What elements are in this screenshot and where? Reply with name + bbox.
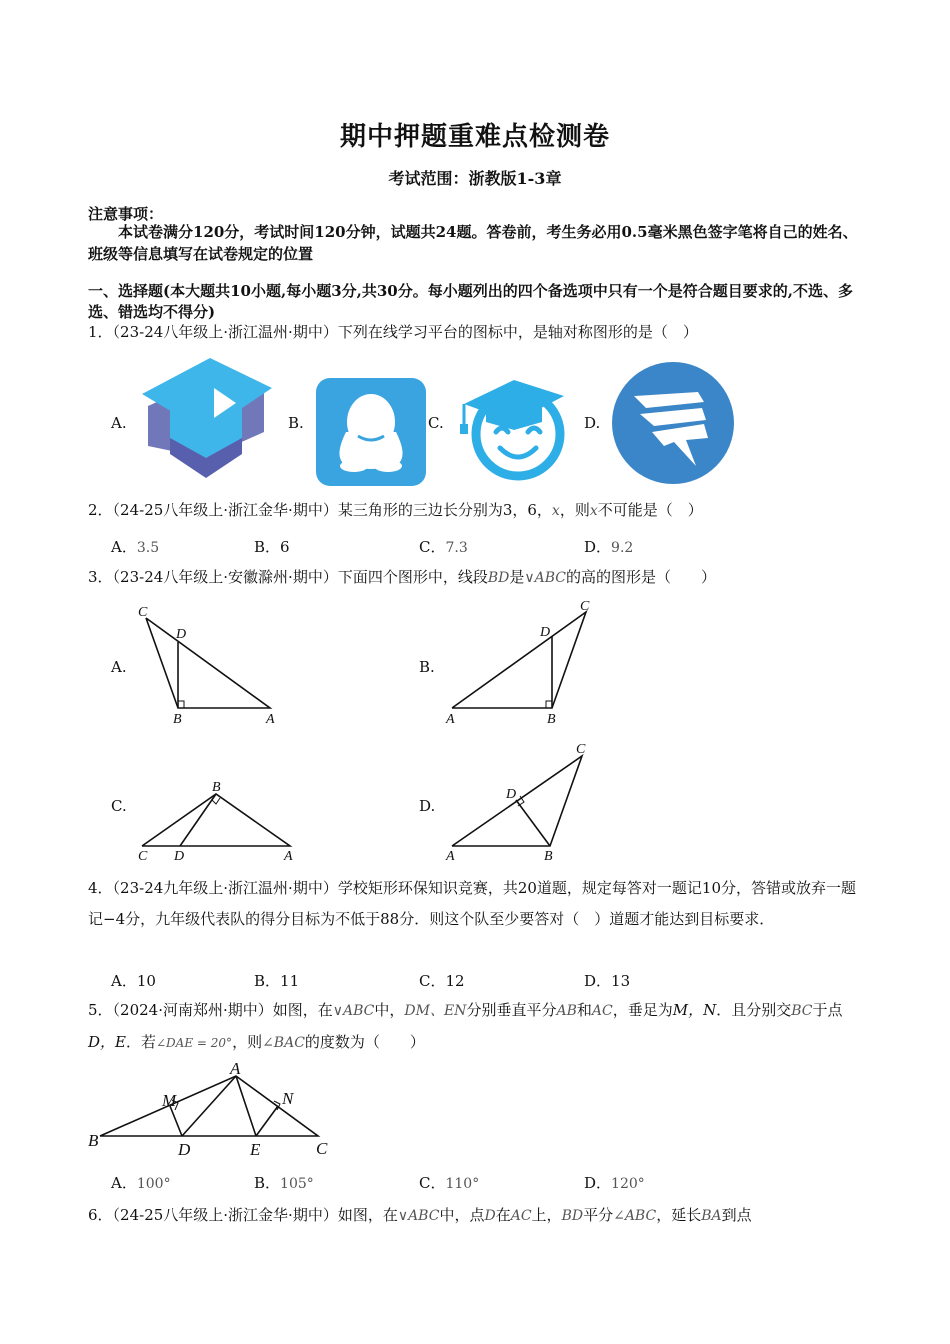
q1-option-d-label: D. <box>584 414 601 432</box>
svg-text:B: B <box>547 712 556 727</box>
svg-text:D: D <box>176 627 187 642</box>
q5-option-d: D．120° <box>584 1174 645 1192</box>
smiley-grad-icon <box>456 366 568 482</box>
svg-text:D: D <box>174 849 185 864</box>
page-title: 期中押题重难点检测卷 <box>339 122 610 152</box>
q3-figure-d <box>440 738 600 868</box>
q1-option-a-label: A. <box>111 414 127 432</box>
penguin-icon <box>316 378 426 486</box>
q3-figure-c <box>130 778 300 868</box>
svg-text:C: C <box>316 1139 328 1158</box>
q2-option-b: B．6 <box>254 538 290 556</box>
q5-option-a: A．100° <box>111 1174 171 1192</box>
svg-text:D: D <box>540 625 551 640</box>
question-4: 4．（23-24九年级上·浙江温州·期中）学校矩形环保知识竞赛，共20道题，规定每答对一题记10分，答错或放弃一题记−4分，九年级代表队的得分目标为不低于88分．则这个队至少要答对（ ）道题才能达到目标要求． <box>88 879 857 928</box>
q3-option-d-label: D. <box>419 797 436 815</box>
q1-option-b-label: B. <box>288 414 304 432</box>
play-cap-icon <box>140 356 274 484</box>
svg-text:M: M <box>162 1091 177 1110</box>
exam-scope: 考试范围：浙教版1-3章 <box>388 169 562 188</box>
q4-option-d: D．13 <box>584 972 631 990</box>
q5-option-b: B．105° <box>254 1174 314 1192</box>
question-1: 1．（23-24八年级上·浙江温州·期中）下列在线学习平台的图标中，是轴对称图形的是（ ） <box>88 323 698 341</box>
q2-option-c: C．7.3 <box>419 538 468 556</box>
svg-text:C: C <box>138 849 148 864</box>
q3-option-a-label: A. <box>111 658 127 676</box>
svg-text:N: N <box>282 1089 294 1108</box>
svg-text:E: E <box>250 1140 261 1159</box>
q3-option-c-label: C. <box>111 797 127 815</box>
q4-option-b: B．11 <box>254 972 300 990</box>
section-heading: 一、选择题(本大题共10小题,每小题3分,共30分。每小题列出的四个备选项中只有一个是符合题目要求的,不选、多选、错选均不得分) <box>88 282 853 321</box>
q2-suffix: 不可能是（ ） <box>597 501 703 519</box>
question-6: 6．（24-25八年级上·浙江金华·期中）如图，在∨ABC中，点D在AC上，BD平分∠ABC，延长BA到点 <box>88 1206 752 1224</box>
q2-option-a: A．3.5 <box>111 538 160 556</box>
q3-triangle: ∨ABC <box>524 570 566 586</box>
notes-body: 本试卷满分120分，考试时间120分钟，试题共24题。答卷前，考生务必用0.5毫米黑色签字笔将自己的姓名、班级等信息填写在试卷规定的位置 <box>88 223 858 263</box>
svg-text:C: C <box>580 599 590 614</box>
q2-var-x-2: x <box>589 503 598 519</box>
wing-logo-icon <box>612 362 734 484</box>
q3-figure-a <box>130 600 290 730</box>
svg-text:A: A <box>284 849 293 864</box>
svg-text:B: B <box>173 712 182 727</box>
svg-text:D: D <box>506 787 517 802</box>
q3-figure-b <box>440 596 600 730</box>
q5-option-c: C．110° <box>419 1174 480 1192</box>
q1-option-c-label: C. <box>428 414 444 432</box>
q2-option-d: D．9.2 <box>584 538 634 556</box>
svg-text:A: A <box>446 712 455 727</box>
svg-text:C: C <box>576 742 586 757</box>
q2-mid: ，则 <box>559 501 590 519</box>
q5-figure <box>84 1062 344 1166</box>
q4-option-c: C．12 <box>419 972 465 990</box>
svg-text:B: B <box>88 1131 99 1150</box>
svg-text:B: B <box>544 849 553 864</box>
q2-prefix: 2．（24-25八年级上·浙江金华·期中）某三角形的三边长分别为3，6， <box>88 501 552 519</box>
q3-option-b-label: B. <box>419 658 435 676</box>
svg-text:C: C <box>138 605 148 620</box>
svg-text:A: A <box>446 849 455 864</box>
svg-text:A: A <box>266 712 275 727</box>
svg-text:D: D <box>178 1140 191 1159</box>
notes-heading: 注意事项： <box>88 205 164 223</box>
q3-seg-bd: BD <box>487 570 510 586</box>
svg-text:A: A <box>230 1062 241 1078</box>
question-2 <box>88 495 863 527</box>
question-5: 5．（2024·河南郑州·期中）如图，在∨ABC中，DM、EN分别垂直平分AB和AC，垂足为M，N．且分别交BC于点D，E．若∠DAE = 20°，则∠BAC的度数为（ ） <box>88 1001 843 1051</box>
q4-option-a: A．10 <box>111 972 156 990</box>
svg-text:B: B <box>212 780 221 795</box>
q2-var-x: x <box>551 503 560 519</box>
question-3: 3．（23-24八年级上·安徽滁州·期中）下面四个图形中，线段BD是∨ABC的高的图形是（ ） <box>88 568 716 586</box>
